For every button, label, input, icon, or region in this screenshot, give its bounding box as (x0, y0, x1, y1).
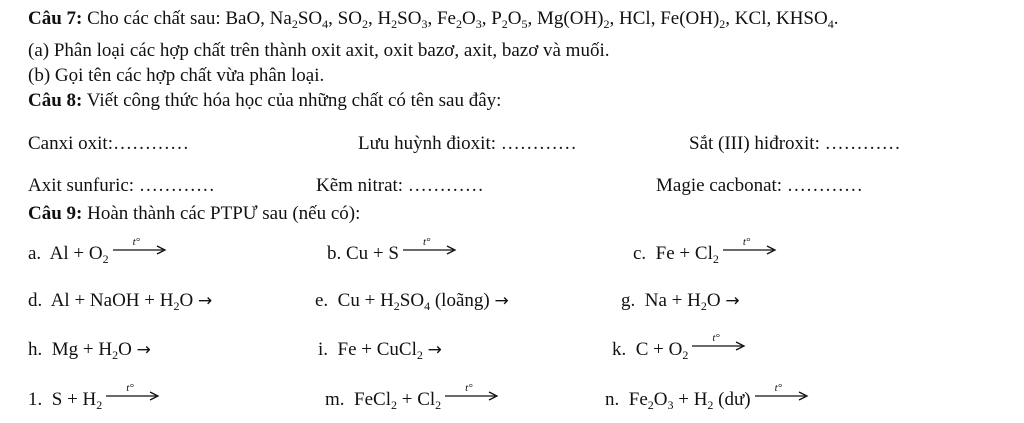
reaction-d: d. Al + NaOH + $H_2O$ → (28, 290, 213, 313)
q7-label: Câu 7: (28, 8, 83, 29)
reaction-b: b. Cu + S t° (327, 243, 457, 265)
question-9 (28, 203, 360, 225)
q7-part-a: (a) Phân loại các hợp chất trên thành oxit axit, oxit bazơ, axit, bazơ và muối. (28, 40, 610, 61)
question-7 (28, 8, 838, 30)
heat-arrow-icon: t° (445, 389, 499, 403)
heat-arrow-icon: t° (113, 243, 167, 257)
question-8 (28, 90, 501, 112)
heat-arrow-icon: t° (692, 339, 746, 353)
reaction-c: c. $Fe + Cl_2$ t° (633, 243, 777, 265)
q8-label: Câu 8: (28, 90, 83, 111)
heat-arrow-icon: t° (106, 389, 160, 403)
reaction-l: 1. $S + H_2$ t° (28, 389, 160, 411)
reaction-e: e. $Cu + H_2SO_4$ (loãng) → (315, 290, 509, 313)
reaction-i: i. Fe + CuCl$_2$ → (318, 339, 442, 362)
heat-arrow-icon: t° (723, 243, 777, 257)
arrow-icon: → (725, 291, 740, 311)
heat-arrow-icon: t° (403, 243, 457, 257)
reaction-g: g. $Na + H_2O$ → (621, 290, 740, 313)
arrow-icon: → (197, 291, 213, 311)
q8-item-axit-sunfuric: Axit sunfuric: ………… (28, 175, 215, 196)
q8-item-luu-huynh-dioxit: Lưu huỳnh đioxit: ………… (358, 133, 577, 154)
reaction-m: m. FeCl$_2$ + $Cl_2$ t° (325, 389, 499, 411)
q8-item-magie-cacbonat: Magie cacbonat: ………… (656, 175, 863, 196)
q9-label: Câu 9: (28, 203, 83, 224)
reaction-h: h. $Mg + H_2O$ → (28, 339, 151, 362)
arrow-icon: → (136, 340, 151, 360)
reaction-n: n. $Fe_2O_3 + H_2$ (dư) t° (605, 389, 809, 411)
q8-item-kem-nitrat: Kẽm nitrat: ………… (316, 175, 484, 196)
q8-item-sat-hidroxit: Sắt (III) hiđroxit: ………… (689, 133, 901, 154)
heat-arrow-icon: t° (755, 389, 809, 403)
arrow-icon: → (427, 340, 442, 360)
reaction-k: k. $C + O_2$ t° (612, 339, 746, 361)
q7-part-b: (b) Gọi tên các hợp chất vừa phân loại. (28, 65, 325, 86)
reaction-a: a. $Al + O_2$ t° (28, 243, 167, 265)
q8-item-canxi-oxit: Canxi oxit:………… (28, 133, 189, 154)
q7-text: Cho các chất sau: BaO, $Na_2SO_4$, $SO_2$, $H_2SO_3$, $Fe_2O_3$, $P_2O_5$, $Mg(OH)_2$, HCl, $Fe(OH)_2$, KCl, $KHSO_4$. (82, 8, 839, 31)
arrow-icon: → (494, 291, 509, 311)
q8-text: Viết công thức hóa học của những chất có tên sau đây: (82, 90, 502, 111)
q9-text: Hoàn thành các PTPƯ sau (nếu có): (82, 203, 361, 224)
